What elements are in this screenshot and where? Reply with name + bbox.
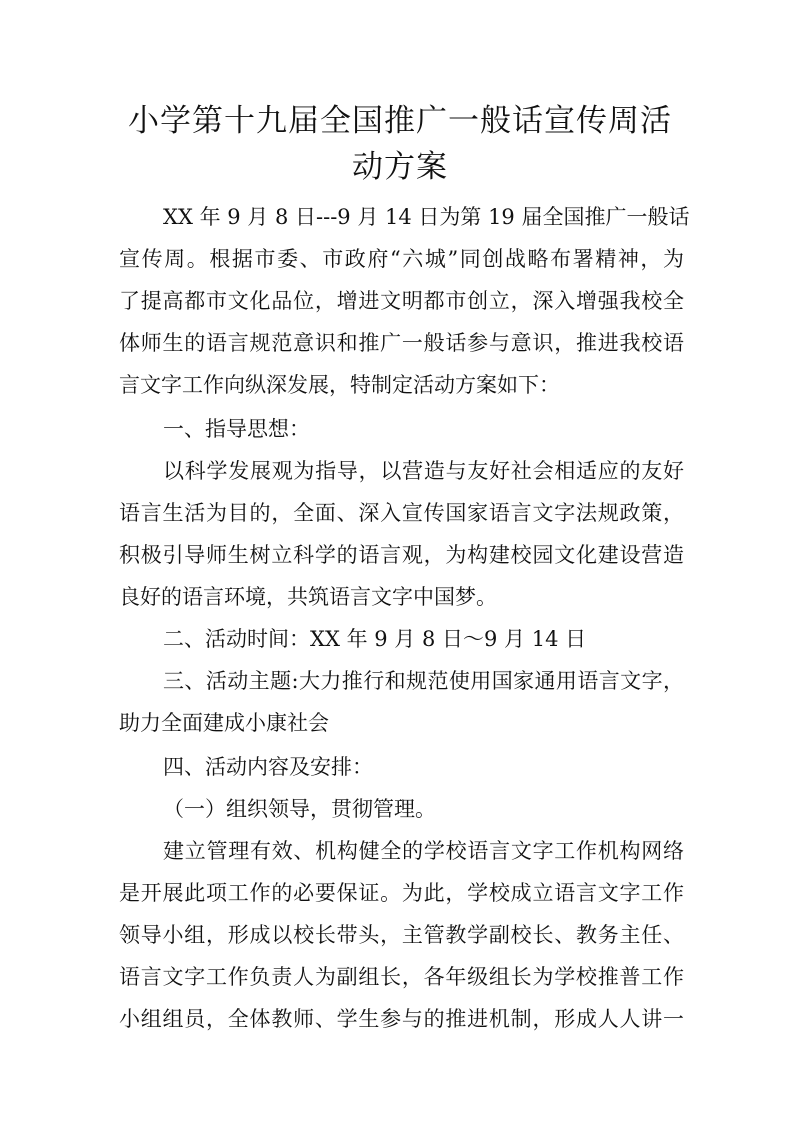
section-4-heading: 四、活动内容及安排： bbox=[163, 755, 373, 779]
intro-line-5: 言文字工作向纵深发展，特制定活动方案如下： bbox=[119, 373, 560, 397]
section-2-line: 二、活动时间：XX 年 9 月 8 日～9 月 14 日 bbox=[163, 627, 587, 651]
section-3-line-1: 三、活动主题:大力推行和规范使用国家通用语言文字， bbox=[163, 669, 684, 693]
subsection-1-line-4: 语言文字工作负责人为副组长，各年级组长为学校推普工作 bbox=[119, 965, 684, 989]
section-1-line-2: 语言生活为目的，全面、深入宣传国家语言文字法规政策， bbox=[119, 501, 684, 525]
subsection-1-line-5: 小组组员，全体教师、学生参与的推进机制，形成人人讲一 bbox=[119, 1007, 684, 1031]
document-title-line-2: 动方案 bbox=[352, 149, 448, 185]
document-title-line-1: 小学第十九届全国推广一般话宣传周活 bbox=[128, 103, 672, 139]
intro-line-1: XX 年 9 月 8 日---9 月 14 日为第 19 届全国推广一般话 bbox=[163, 205, 690, 229]
intro-line-3: 了提高都市文化品位，增进文明都市创立，深入增强我校全 bbox=[119, 289, 684, 313]
section-1-line-4: 良好的语言环境，共筑语言文字中国梦。 bbox=[119, 585, 497, 609]
subsection-1-line-2: 是开展此项工作的必要保证。为此，学校成立语言文字工作 bbox=[119, 881, 684, 905]
intro-line-4: 体师生的语言规范意识和推广一般话参与意识，推进我校语 bbox=[119, 331, 684, 355]
subsection-1-heading: （一）组织领导，贯彻管理。 bbox=[163, 797, 436, 821]
subsection-1-line-1: 建立管理有效、机构健全的学校语言文字工作机构网络 bbox=[163, 839, 684, 863]
section-1-heading: 一、指导思想： bbox=[163, 417, 310, 441]
section-1-line-3: 积极引导师生树立科学的语言观，为构建校园文化建设营造 bbox=[119, 543, 684, 567]
intro-line-2: 宣传周。根据市委、市政府“六城”同创战略布署精神，为 bbox=[119, 247, 684, 271]
subsection-1-line-3: 领导小组，形成以校长带头，主管教学副校长、教务主任、 bbox=[119, 923, 684, 947]
section-3-line-2: 助力全面建成小康社会 bbox=[119, 711, 329, 735]
section-1-line-1: 以科学发展观为指导，以营造与友好社会相适应的友好 bbox=[163, 459, 684, 483]
